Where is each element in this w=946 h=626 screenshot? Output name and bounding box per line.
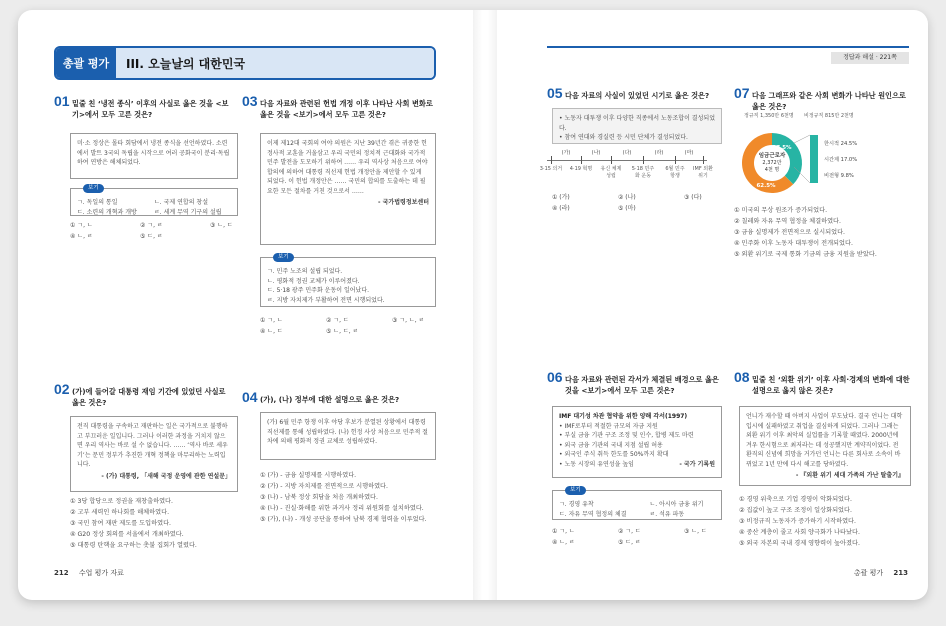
source-box [552, 406, 722, 478]
timeline [539, 150, 713, 190]
option[interactable]: ④ ㄴ, ㄷ [260, 328, 283, 335]
section-tag: 총괄 평가 [56, 48, 116, 78]
question-03 [242, 93, 438, 122]
timeline-point: 3·15 의거 [539, 156, 563, 173]
bogi-item: ㄴ. 국제 연합의 창설 [154, 199, 208, 206]
option[interactable]: ⑤ ㄷ, ㄹ [618, 539, 641, 546]
source-citation: - (가) 대통령, 「새해 국정 운영에 관한 연설문」 [101, 472, 231, 480]
bogi-box [552, 487, 722, 520]
bogi-item: ㄱ. 민주 노조의 설립 되었다. [267, 268, 343, 275]
question-number: 04 [242, 389, 258, 405]
question-02 [54, 381, 234, 410]
bogi-item: ㄷ. 5·18 광주 민주화 운동이 일어났다. [267, 287, 370, 294]
answer-options [734, 205, 914, 260]
left-page [18, 10, 473, 600]
option[interactable]: ② (나) [618, 194, 636, 201]
source-box [260, 133, 436, 245]
source-text: 언니가 재수할 때 아버지 사업이 부도났다. 결국 언니는 대학 입시에 실패하였고 취업을 결심하게 되었다. 그러나 그래는 외환 위기 이후 최악의 실업률을 기록할 때였다. 2000년에 겨우 한시험으로 최저라는 데 성공했지만 계약직이었다. 전환직의 신념에 희망을 거가던 언니는 다른 회사로 소속이 바뀌었고 1년 만에 다시 해고를 당하였다. [746, 413, 903, 468]
right-page [497, 10, 928, 600]
option[interactable]: ③ 비정규직 노동자가 증가하기 시작하였다. [739, 518, 856, 525]
breakdown-label: 비전형 9.8% [824, 173, 854, 179]
source-line: • 노동자 대투쟁 이후 다양한 직종에서 노동조합이 결성되었다. [559, 115, 715, 132]
source-line: • 노동 시장의 유연성을 높임 [559, 460, 634, 468]
option[interactable]: ③ (나) - 남북 정상 회담을 처음 개최하였다. [260, 494, 378, 501]
source-text: 이제 제12대 국회의 여야 의원은 지난 39년간 겪은 귀중한 헌정사적 교훈을 거울삼고 우리 국민의 정치적 근대화와 국가적 민주 발전을 도모하기 위하여 …… 우리 역사상 처음으로 여야 합의에 의하여 대통령 직선제 헌법 개정안을 제안할 수 있게 되었다. 이 헌법 개정안은 …… 국민의 합의를 도출하는 데 필요한 모든 절차를 거친 것으로서 …… [267, 140, 428, 195]
question-number: 07 [734, 85, 750, 101]
option[interactable]: ② ㄱ, ㄷ [618, 528, 641, 535]
option[interactable]: ① ㄱ, ㄴ [70, 222, 93, 229]
option[interactable]: ⑤ ㄴ, ㄷ, ㄹ [326, 328, 359, 335]
timeline-point: IMF 외환위기 [691, 156, 715, 180]
center-label: 임금근로자 [758, 153, 786, 159]
question-text: 다음 자료의 사실이 있었던 시기로 옳은 것은? [565, 91, 710, 100]
timeline-segment: (다) [622, 150, 632, 156]
answer-options [552, 526, 727, 548]
source-line: • 부실 금융 기관 구조 조정 및 인수, 합병 제도 마련 [559, 432, 694, 439]
page-footer [854, 568, 908, 578]
bogi-item: ㄷ. 자유 무역 협정의 체결 [559, 510, 627, 518]
gutter-shadow [473, 10, 497, 600]
option[interactable]: ④ 민주화 이후 노동자 대투쟁이 전개되었다. [734, 240, 853, 247]
answer-options [260, 470, 438, 525]
header-rule [547, 46, 909, 48]
source-box: (가) 6월 민주 항쟁 이후 야당 후보가 분열된 상황에서 대통령 직선제를 통해 성립하였다. (나) 헌정 사상 처음으로 민주적 절차에 의해 평화적 정권 교체로 성립하였다. [260, 412, 436, 460]
question-06 [547, 369, 727, 398]
answer-options [739, 494, 913, 549]
question-number: 01 [54, 93, 70, 109]
question-04 [242, 389, 438, 408]
option[interactable]: ② 집값이 높고 구조 조정이 일상화되었다. [739, 507, 852, 514]
bogi-label: 보기 [83, 184, 104, 193]
option[interactable]: ④ G20 정상 회의를 서울에서 개최하였다. [70, 531, 184, 538]
question-text: (가)에 들어갈 대통령 재임 기간에 있었던 사실로 옳은 것은? [72, 387, 226, 407]
option[interactable]: ① ㄱ, ㄴ [552, 528, 575, 535]
question-text: 밑줄 친 ‘외환 위기’ 이후 사회·경제의 변화에 대한 설명으로 옳지 않은 것은? [752, 375, 910, 395]
option[interactable]: ④ ㄴ, ㄹ [552, 539, 575, 546]
option[interactable]: ② (가) - 지방 자치제를 전면적으로 시행하였다. [260, 483, 388, 490]
timeline-segment: (가) [561, 150, 571, 156]
option[interactable]: ⑤ (마) [618, 205, 636, 212]
bogi-item: ㄴ. 평화적 정권 교체가 이루어졌다. [267, 277, 360, 285]
source-line: • 외국인 주식 취득 한도를 50%까지 확대 [559, 451, 669, 458]
source-box [552, 108, 722, 144]
center-label: 4천 명 [764, 167, 780, 173]
question-number: 08 [734, 369, 750, 385]
pct-label-regular: 62.5% [756, 183, 776, 189]
option[interactable]: ⑤ 대통령 탄핵을 요구하는 촛불 집회가 열렸다. [70, 542, 197, 549]
option[interactable]: ⑤ 외국 자본의 국내 경제 영향력이 높아졌다. [739, 540, 860, 547]
employment-pie-chart [734, 105, 909, 205]
timeline-segment: (라) [654, 150, 664, 156]
option[interactable]: ⑤ 외환 위기로 국제 통화 기금의 금융 지원을 받았다. [734, 251, 877, 258]
question-text: 다음 자료와 관련된 헌법 개정 이후 나타난 사회 변화로 옳은 것을 <보기>에서 모두 고른 것은? [260, 99, 433, 119]
source-citation: - 국가법령정보센터 [378, 199, 429, 206]
answer-options [552, 192, 727, 214]
source-text: 전직 대통령을 구속하고 재판하는 일은 국가적으로 불행하고 부끄러운 일입니다. 그러나 이러한 과정을 거치지 않으면 우리 역사는 바로 설 수 없습니다. …… ‘역사 바로 세우기’는 문민 정부가 추진한 개혁 정책을 마무리하는 노력입니다. [77, 423, 228, 468]
source-line: • 참여 연대와 경실련 등 시민 단체가 결성되었다. [559, 134, 688, 141]
question-text: (가), (나) 정부에 대한 설명으로 옳은 것은? [260, 395, 400, 404]
option[interactable]: ⑤ (가), (나) - 개성 공단을 통하여 남북 경제 협력을 이루었다. [260, 516, 427, 523]
source-title: IMF 대기성 차관 협약을 위한 양해 각서(1997) [559, 413, 688, 420]
breakdown-label: 한시적 24.5% [824, 141, 858, 147]
option[interactable]: ③ 금융 실명제가 전면적으로 실시되었다. [734, 229, 846, 236]
question-number: 06 [547, 369, 563, 385]
footer-label: 총괄 평가 [853, 569, 884, 577]
option[interactable]: ② ㄱ, ㄷ [326, 317, 349, 324]
option[interactable]: ④ 중산 계층이 줄고 사회 양극화가 나타났다. [739, 529, 860, 536]
question-08 [734, 369, 914, 398]
source-line: • 외국 금융 기관의 국내 지점 설립 허용 [559, 441, 663, 449]
label-nonregular: 비정규직 815만 2천명 [804, 113, 854, 119]
option[interactable]: ② ㄱ, ㄹ [140, 222, 163, 229]
timeline-point: 5·18 민주화 운동 [631, 156, 655, 180]
timeline-point: 4·19 혁명 [569, 156, 593, 173]
pct-label-nonregular: 37.5% [772, 145, 792, 151]
option[interactable]: ⑤ ㄷ, ㄹ [140, 233, 163, 240]
section-header [54, 46, 436, 80]
source-line: • IMF로부터 적절한 규모의 자금 지원 [559, 422, 658, 430]
source-box: 미·소 정상은 몰타 회담에서 냉전 종식을 선언하였다. 소련에서 발트 3국의 독립을 시작으로 여러 공화국이 분리·독립하여 연방은 해체되었다. [70, 133, 238, 179]
breakdown-bar [810, 135, 818, 183]
answer-options [70, 220, 240, 242]
question-text: 밑줄 친 ‘냉전 종식’ 이후의 사실로 옳은 것을 <보기>에서 모두 고른 것은? [72, 99, 229, 119]
answer-reference-tag: 정답과 해설 · 221쪽 [831, 52, 909, 64]
timeline-segment: (마) [684, 150, 694, 156]
answer-options [70, 496, 240, 551]
option[interactable]: ① (가) [552, 194, 570, 201]
option[interactable]: ② 고부 세력인 하나회를 해체하였다. [70, 509, 170, 516]
option[interactable]: ① (가) - 금융 실명제를 시행하였다. [260, 472, 357, 479]
question-text: 다음 자료와 관련된 각서가 체결된 배경으로 옳은 것을 <보기>에서 모두 고른 것은? [565, 375, 719, 395]
breakdown-label: 시간제 17.0% [824, 157, 858, 163]
textbook-spread [18, 10, 928, 600]
question-05 [547, 85, 727, 104]
timeline-point: 유신 체제 성립 [599, 156, 623, 180]
source-citation: - 『외환 위기 세대 가족의 가난 탈출기』 [795, 472, 904, 479]
bogi-item: ㄱ. 경영 유착 [559, 501, 594, 508]
source-box [739, 406, 911, 486]
bogi-box [260, 254, 436, 307]
option[interactable]: ④ (라) [552, 205, 570, 212]
option[interactable]: ① 3당 합당으로 정권을 재창출하였다. [70, 498, 173, 505]
option[interactable]: ③ 국민 참여 재판 제도를 도입하였다. [70, 520, 172, 527]
bogi-label: 보기 [273, 253, 294, 262]
answer-options [260, 315, 438, 337]
source-citation: - 국가 기록원 [679, 461, 715, 468]
option[interactable]: ① 경영 위축으로 기업 경영이 악화되었다. [739, 496, 852, 503]
section-title: III. 오늘날의 대한민국 [116, 48, 434, 78]
timeline-segment: (나) [591, 150, 601, 156]
option[interactable]: ① 미국의 무상 원조가 증가되었다. [734, 207, 828, 214]
center-label: 2,372만 [762, 160, 782, 166]
question-number: 05 [547, 85, 563, 101]
option[interactable]: ③ ㄴ, ㄷ [684, 528, 707, 535]
bogi-label: 보기 [565, 486, 586, 495]
option[interactable]: ① ㄱ, ㄴ [260, 317, 283, 324]
option[interactable]: ③ (다) [684, 194, 702, 201]
page-footer [54, 568, 124, 578]
bogi-item: ㄱ. 독일의 통일 [77, 199, 118, 206]
footer-label: 수업 평가 자료 [78, 569, 124, 577]
question-text: 다음 그래프와 같은 사회 변화가 나타난 원인으로 옳은 것은? [752, 91, 906, 111]
connector-top [794, 135, 810, 143]
timeline-point: 6월 민주 항쟁 [663, 156, 687, 180]
option[interactable]: ④ (나) - 진실·화해를 위한 과거사 정리 위원회를 설치하였다. [260, 505, 424, 512]
label-regular: 정규직 1,350만 6천명 [744, 113, 794, 119]
option[interactable]: ③ ㄴ, ㄷ [210, 222, 233, 229]
question-number: 03 [242, 93, 258, 109]
bogi-item: ㄷ. 소련의 개혁과 개방 [77, 208, 137, 216]
question-number: 02 [54, 381, 70, 397]
page-number: 213 [893, 569, 908, 577]
question-01 [54, 93, 234, 122]
bogi-item: ㄹ. 세계 무역 기구의 설립 [154, 208, 222, 216]
bogi-box [70, 185, 238, 216]
bogi-item: ㄴ. 아시아 금융 위기 [649, 501, 704, 508]
option[interactable]: ② 칠레와 자유 무역 협정을 체결하였다. [734, 218, 842, 225]
source-box [70, 416, 238, 492]
option[interactable]: ③ ㄱ, ㄴ, ㄹ [392, 317, 425, 324]
bogi-item: ㄹ. 석유 파동 [649, 510, 685, 518]
option[interactable]: ④ ㄴ, ㄹ [70, 233, 93, 240]
page-number: 212 [54, 569, 69, 577]
bogi-item: ㄹ. 지방 자치제가 부활하여 전면 시행되었다. [267, 296, 385, 304]
